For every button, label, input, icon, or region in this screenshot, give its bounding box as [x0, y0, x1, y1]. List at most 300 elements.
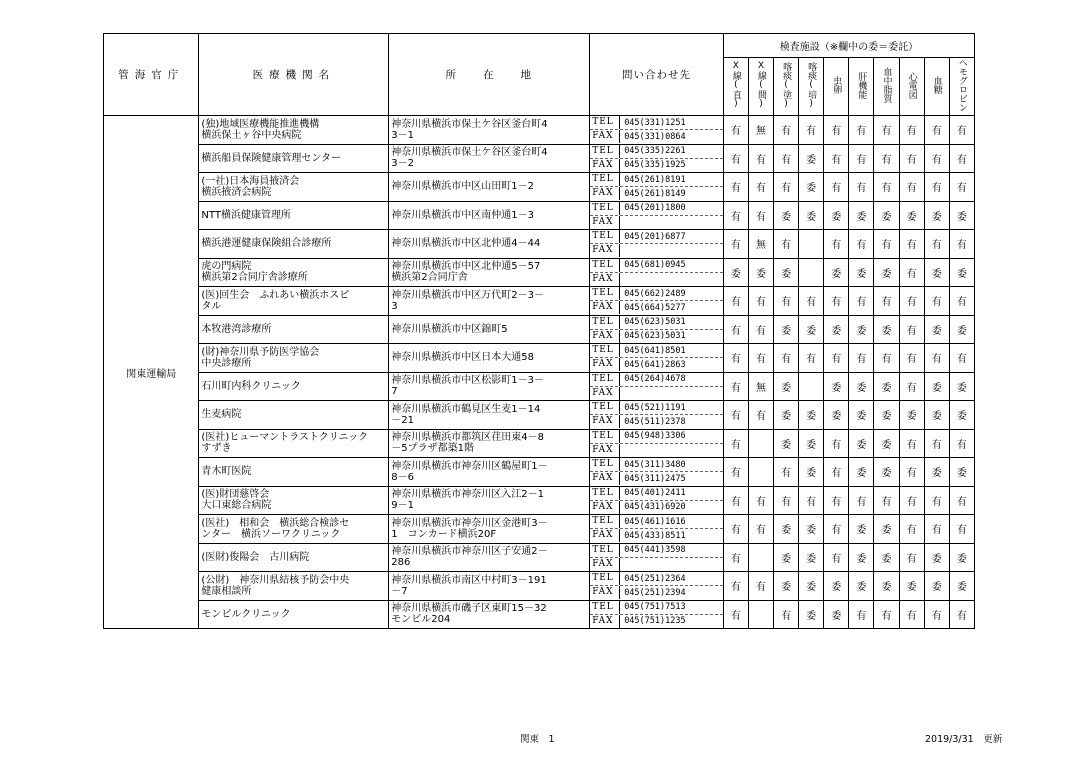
- facility-mark: 委: [899, 201, 924, 230]
- facility-mark: 有: [723, 600, 748, 629]
- tel-label: TEL: [590, 430, 620, 443]
- facility-mark: 委: [799, 429, 824, 458]
- header-facilities: 検査施設（※欄中の委＝委託）: [723, 34, 974, 58]
- facility-mark: 委: [849, 515, 874, 544]
- facility-mark: 有: [849, 486, 874, 515]
- tel-number: 045(948)3306: [624, 431, 686, 442]
- contact-cell: [590, 458, 724, 487]
- institution-name: (独)地域医療機能推進機構 横浜保土ヶ谷中央病院: [199, 116, 389, 145]
- facility-mark: 有: [748, 287, 773, 316]
- facility-mark: 有: [924, 515, 949, 544]
- facility-mark: 有: [874, 116, 899, 145]
- tel-number: 045(261)8191: [624, 174, 686, 185]
- facility-mark: 委: [949, 372, 974, 401]
- facility-mark: 有: [949, 429, 974, 458]
- facility-mark: 委: [799, 144, 824, 173]
- facility-mark: 有: [924, 486, 949, 515]
- facility-mark: 有: [899, 287, 924, 316]
- facility-mark: 委: [949, 401, 974, 430]
- facility-mark: 有: [723, 201, 748, 230]
- contact-cell: [590, 144, 724, 173]
- fax-label: FAX: [590, 159, 620, 172]
- institution-address: 神奈川県横浜市保土ケ谷区釜台町4 3－2: [389, 144, 590, 173]
- tel-label: TEL: [590, 458, 620, 471]
- institution-name: 石川町内科クリニック: [199, 372, 389, 401]
- contact-cell: [590, 543, 724, 572]
- institution-address: 神奈川県横浜市中区北仲通4－44: [389, 230, 590, 259]
- facility-mark: 有: [748, 315, 773, 344]
- header-office: 管海官庁: [104, 34, 199, 116]
- institution-address: 神奈川県横浜市都筑区荏田東4－8 －5プラザ都築1階: [389, 429, 590, 458]
- facility-mark: 有: [949, 344, 974, 373]
- facility-mark: 有: [723, 543, 748, 572]
- facility-mark: 有: [748, 173, 773, 202]
- header-column-label: 血中脂質: [881, 67, 892, 103]
- facility-mark: [799, 230, 824, 259]
- facility-table: [103, 33, 975, 629]
- facility-mark: 有: [899, 315, 924, 344]
- facility-mark: 委: [949, 201, 974, 230]
- facility-mark: 有: [723, 344, 748, 373]
- fax-label: FAX: [590, 472, 620, 485]
- institution-address: 神奈川県横浜市神奈川区鶴屋町1－ 8－6: [389, 458, 590, 487]
- facility-mark: 有: [899, 372, 924, 401]
- header-column-label: 心電図: [906, 71, 917, 99]
- header-contact: 問い合わせ先: [590, 34, 724, 116]
- facility-mark: 委: [824, 572, 849, 601]
- contact-cell: [590, 372, 724, 401]
- facility-mark: 有: [874, 486, 899, 515]
- facility-mark: 有: [949, 116, 974, 145]
- facility-mark: 委: [874, 401, 899, 430]
- facility-mark: [748, 458, 773, 487]
- facility-mark: 有: [748, 515, 773, 544]
- facility-mark: 委: [874, 429, 899, 458]
- facility-mark: 委: [799, 173, 824, 202]
- facility-mark: 委: [799, 515, 824, 544]
- tel-label: TEL: [590, 344, 620, 357]
- fax-label: FAX: [590, 187, 620, 200]
- institution-name: 横浜船員保険健康管理センター: [199, 144, 389, 173]
- facility-mark: 委: [748, 258, 773, 287]
- institution-name: (医)回生会 ふれあい横浜ホスピ タル: [199, 287, 389, 316]
- facility-mark: 委: [799, 600, 824, 629]
- institution-name: 青木町医院: [199, 458, 389, 487]
- facility-mark: 有: [899, 344, 924, 373]
- institution-address: 神奈川県横浜市鶴見区生麦1－14 －21: [389, 401, 590, 430]
- tel-label: TEL: [590, 544, 620, 557]
- facility-mark: 委: [824, 315, 849, 344]
- institution-address: 神奈川県横浜市中区松影町1－3－ 7: [389, 372, 590, 401]
- facility-mark: 有: [723, 287, 748, 316]
- facility-mark: 委: [849, 543, 874, 572]
- header-column: [899, 58, 924, 116]
- facility-mark: 有: [949, 144, 974, 173]
- fax-number: 045(335)1925: [624, 160, 686, 171]
- institution-name: (財)神奈川県予防医学協会 中央診療所: [199, 344, 389, 373]
- facility-mark: 有: [824, 543, 849, 572]
- facility-mark: 委: [849, 429, 874, 458]
- facility-mark: 有: [874, 230, 899, 259]
- fax-number: 045(331)0864: [624, 131, 686, 142]
- facility-mark: 委: [849, 572, 874, 601]
- facility-mark: 有: [874, 173, 899, 202]
- institution-address: 神奈川県横浜市中区北仲通5－57 横浜第2合同庁舎: [389, 258, 590, 287]
- facility-mark: 無: [748, 372, 773, 401]
- facility-mark: 委: [849, 201, 874, 230]
- facility-mark: 有: [849, 287, 874, 316]
- facility-mark: 有: [824, 116, 849, 145]
- facility-mark: 有: [799, 344, 824, 373]
- contact-cell: [590, 201, 724, 230]
- fax-label: FAX: [590, 216, 620, 229]
- fax-label: FAX: [590, 358, 620, 371]
- tel-number: 045(201)6877: [624, 231, 686, 242]
- facility-mark: 有: [949, 486, 974, 515]
- institution-name: モンビルクリニック: [199, 600, 389, 629]
- contact-cell: [590, 515, 724, 544]
- table-row: [104, 116, 975, 145]
- table-row: [104, 372, 975, 401]
- table-row: [104, 173, 975, 202]
- tel-number: 045(662)2489: [624, 288, 686, 299]
- facility-mark: 委: [874, 315, 899, 344]
- facility-mark: 委: [949, 543, 974, 572]
- facility-mark: 無: [748, 116, 773, 145]
- facility-mark: 有: [824, 344, 849, 373]
- facility-mark: 委: [949, 315, 974, 344]
- facility-mark: [748, 600, 773, 629]
- facility-mark: 有: [723, 230, 748, 259]
- facility-mark: 委: [874, 458, 899, 487]
- tel-number: 045(201)1800: [624, 203, 686, 214]
- tel-label: TEL: [590, 373, 620, 386]
- institution-name: 虎の門病院 横浜第2合同庁舎診療所: [199, 258, 389, 287]
- institution-address: 神奈川県横浜市神奈川区入江2－1 9－1: [389, 486, 590, 515]
- facility-mark: 有: [924, 173, 949, 202]
- facility-mark: 委: [924, 543, 949, 572]
- facility-mark: 有: [849, 144, 874, 173]
- institution-address: 神奈川県横浜市中区日本大通58: [389, 344, 590, 373]
- institution-name: (医財)俊陽会 古川病院: [199, 543, 389, 572]
- facility-mark: 有: [774, 458, 799, 487]
- tel-label: TEL: [590, 601, 620, 614]
- facility-mark: 有: [723, 372, 748, 401]
- facility-mark: 委: [799, 401, 824, 430]
- facility-mark: 有: [899, 173, 924, 202]
- tel-number: 045(641)8501: [624, 345, 686, 356]
- facility-mark: 有: [899, 600, 924, 629]
- facility-mark: 有: [774, 116, 799, 145]
- facility-mark: 委: [824, 401, 849, 430]
- tel-label: TEL: [590, 202, 620, 215]
- facility-mark: [748, 543, 773, 572]
- facility-mark: 委: [849, 458, 874, 487]
- contact-cell: [590, 230, 724, 259]
- fax-label: FAX: [590, 558, 620, 571]
- fax-label: FAX: [590, 444, 620, 457]
- header-column-label: 血糖: [931, 76, 942, 94]
- table-row: [104, 515, 975, 544]
- facility-mark: 委: [849, 401, 874, 430]
- facility-mark: 委: [774, 515, 799, 544]
- facility-mark: 有: [774, 287, 799, 316]
- tel-label: TEL: [590, 287, 620, 300]
- institution-address: 神奈川県横浜市中区錦町5: [389, 315, 590, 344]
- facility-mark: 有: [824, 173, 849, 202]
- facility-mark: 有: [849, 116, 874, 145]
- facility-mark: 有: [824, 287, 849, 316]
- facility-mark: 有: [949, 515, 974, 544]
- facility-mark: 委: [774, 201, 799, 230]
- tel-label: TEL: [590, 487, 620, 500]
- facility-mark: 委: [949, 458, 974, 487]
- tel-number: 045(461)1616: [624, 516, 686, 527]
- facility-mark: 有: [899, 258, 924, 287]
- table-row: [104, 315, 975, 344]
- facility-mark: 委: [824, 372, 849, 401]
- contact-cell: [590, 173, 724, 202]
- facility-mark: 委: [774, 543, 799, 572]
- facility-mark: 有: [723, 486, 748, 515]
- institution-name: NTT横浜健康管理所: [199, 201, 389, 230]
- header-address: 所 在 地: [389, 34, 590, 116]
- facility-mark: 有: [748, 201, 773, 230]
- tel-label: TEL: [590, 515, 620, 528]
- fax-number: 045(641)2863: [624, 359, 686, 370]
- office-name: 関東運輸局: [104, 116, 199, 629]
- facility-mark: 有: [924, 116, 949, 145]
- tel-label: TEL: [590, 316, 620, 329]
- facility-mark: 有: [824, 429, 849, 458]
- facility-mark: 有: [899, 144, 924, 173]
- facility-mark: 有: [924, 600, 949, 629]
- tel-number: 045(623)5031: [624, 317, 686, 328]
- facility-mark: 有: [899, 429, 924, 458]
- facility-mark: 委: [874, 572, 899, 601]
- fax-label: FAX: [590, 415, 620, 428]
- header-column-label: X線(間): [755, 61, 766, 109]
- facility-mark: 有: [899, 543, 924, 572]
- institution-name: 本牧港湾診療所: [199, 315, 389, 344]
- table-row: [104, 287, 975, 316]
- table-row: [104, 230, 975, 259]
- facility-mark: 委: [799, 315, 824, 344]
- contact-cell: [590, 486, 724, 515]
- facility-mark: 委: [774, 258, 799, 287]
- fax-number: 045(664)5277: [624, 302, 686, 313]
- contact-cell: [590, 572, 724, 601]
- header-column-label: 喀痰(塗): [781, 61, 792, 109]
- facility-mark: 有: [723, 572, 748, 601]
- fax-label: FAX: [590, 244, 620, 257]
- facility-mark: 委: [723, 258, 748, 287]
- institution-address: 神奈川県横浜市神奈川区子安通2－ 286: [389, 543, 590, 572]
- fax-label: FAX: [590, 301, 620, 314]
- header-column-label: 肝機能: [856, 71, 867, 99]
- facility-mark: 有: [949, 230, 974, 259]
- facility-mark: 有: [799, 287, 824, 316]
- tel-label: TEL: [590, 572, 620, 585]
- fax-label: FAX: [590, 586, 620, 599]
- facility-mark: 委: [874, 543, 899, 572]
- institution-name: 横浜港運健康保険組合診療所: [199, 230, 389, 259]
- fax-number: 045(751)1235: [624, 616, 686, 627]
- contact-cell: [590, 116, 724, 145]
- institution-address: 神奈川県横浜市磯子区東町15－32 モンビル204: [389, 600, 590, 629]
- facility-mark: 有: [748, 344, 773, 373]
- contact-cell: [590, 344, 724, 373]
- facility-mark: 委: [924, 201, 949, 230]
- facility-mark: 有: [723, 144, 748, 173]
- contact-cell: [590, 429, 724, 458]
- facility-mark: 委: [874, 515, 899, 544]
- table-row: [104, 258, 975, 287]
- fax-number: 045(433)8511: [624, 530, 686, 541]
- facility-mark: 委: [924, 258, 949, 287]
- tel-label: TEL: [590, 116, 620, 129]
- header-column: [748, 58, 773, 116]
- facility-mark: 有: [723, 458, 748, 487]
- facility-mark: 有: [924, 144, 949, 173]
- fax-label: FAX: [590, 501, 620, 514]
- fax-number: 045(251)2394: [624, 587, 686, 598]
- header-institution: 医療機関名: [199, 34, 389, 116]
- table-row: [104, 572, 975, 601]
- facility-mark: 有: [899, 515, 924, 544]
- facility-mark: 委: [949, 258, 974, 287]
- header-column: [774, 58, 799, 116]
- tel-number: 045(401)2411: [624, 488, 686, 499]
- facility-mark: 有: [849, 600, 874, 629]
- institution-address: 神奈川県横浜市保土ケ谷区釜台町4 3－1: [389, 116, 590, 145]
- facility-mark: 委: [874, 372, 899, 401]
- institution-address: 神奈川県横浜市中区山田町1－2: [389, 173, 590, 202]
- facility-mark: 委: [824, 258, 849, 287]
- facility-mark: 有: [924, 429, 949, 458]
- contact-cell: [590, 258, 724, 287]
- facility-mark: [799, 258, 824, 287]
- page-number: 関東 1: [520, 734, 555, 745]
- table-row: [104, 144, 975, 173]
- institution-name: (一社)日本海員掖済会 横浜掖済会病院: [199, 173, 389, 202]
- header-column-label: 喀痰(培): [806, 61, 817, 109]
- tel-number: 045(751)7513: [624, 602, 686, 613]
- table-row: [104, 600, 975, 629]
- facility-mark: 委: [774, 429, 799, 458]
- facility-mark: 有: [874, 144, 899, 173]
- tel-number: 045(331)1251: [624, 117, 686, 128]
- tel-label: TEL: [590, 145, 620, 158]
- facility-mark: 委: [924, 458, 949, 487]
- facility-mark: 委: [799, 543, 824, 572]
- facility-mark: 有: [774, 144, 799, 173]
- facility-mark: 有: [799, 116, 824, 145]
- header-column-label: X線(直): [730, 61, 741, 109]
- facility-mark: 有: [849, 344, 874, 373]
- tel-label: TEL: [590, 259, 620, 272]
- facility-mark: 委: [774, 572, 799, 601]
- facility-mark: 委: [824, 201, 849, 230]
- facility-mark: 有: [824, 515, 849, 544]
- institution-name: 生麦病院: [199, 401, 389, 430]
- tel-number: 045(441)3598: [624, 545, 686, 556]
- facility-mark: 委: [824, 600, 849, 629]
- fax-number: 045(623)5031: [624, 331, 686, 342]
- contact-cell: [590, 315, 724, 344]
- fax-number: 045(431)6920: [624, 502, 686, 513]
- header-column-label: 虫卵: [831, 76, 842, 94]
- facility-mark: 有: [924, 230, 949, 259]
- facility-mark: 有: [824, 144, 849, 173]
- facility-mark: 委: [849, 372, 874, 401]
- facility-mark: 有: [874, 287, 899, 316]
- facility-mark: 委: [924, 572, 949, 601]
- fax-number: 045(511)2378: [624, 416, 686, 427]
- facility-mark: 有: [949, 173, 974, 202]
- facility-mark: 委: [774, 315, 799, 344]
- facility-mark: 有: [748, 572, 773, 601]
- fax-label: FAX: [590, 130, 620, 143]
- tel-label: TEL: [590, 230, 620, 243]
- facility-mark: 有: [924, 287, 949, 316]
- fax-number: 045(261)8149: [624, 188, 686, 199]
- tel-number: 045(264)4678: [624, 374, 686, 385]
- facility-mark: 委: [874, 258, 899, 287]
- facility-mark: 無: [748, 230, 773, 259]
- facility-mark: 有: [723, 401, 748, 430]
- header-column: [949, 58, 974, 116]
- tel-label: TEL: [590, 401, 620, 414]
- institution-address: 神奈川県横浜市神奈川区金港町3－ 1 コンカード横浜20F: [389, 515, 590, 544]
- facility-mark: 有: [899, 230, 924, 259]
- tel-number: 045(681)0945: [624, 260, 686, 271]
- facility-mark: 委: [949, 572, 974, 601]
- facility-mark: 委: [774, 401, 799, 430]
- header-column: [824, 58, 849, 116]
- facility-mark: 有: [774, 173, 799, 202]
- facility-mark: 有: [849, 230, 874, 259]
- header-column: [849, 58, 874, 116]
- facility-mark: 委: [899, 401, 924, 430]
- facility-mark: 有: [723, 315, 748, 344]
- institution-name: (医社)ヒューマントラストクリニック すずき: [199, 429, 389, 458]
- facility-mark: 委: [799, 458, 824, 487]
- facility-mark: 有: [899, 458, 924, 487]
- facility-mark: 委: [874, 201, 899, 230]
- facility-mark: [748, 429, 773, 458]
- facility-mark: 有: [748, 401, 773, 430]
- header-column: [874, 58, 899, 116]
- tel-number: 045(335)2261: [624, 146, 686, 157]
- institution-address: 神奈川県横浜市中区万代町2－3－ 3: [389, 287, 590, 316]
- facility-mark: 有: [774, 486, 799, 515]
- institution-address: 神奈川県横浜市中区南仲通1－3: [389, 201, 590, 230]
- tel-number: 045(311)3480: [624, 459, 686, 470]
- institution-name: (医社) 相和会 横浜総合検診セ ンター 横浜ソーワクリニック: [199, 515, 389, 544]
- facility-mark: 有: [949, 287, 974, 316]
- facility-mark: 委: [849, 258, 874, 287]
- facility-mark: 有: [824, 230, 849, 259]
- institution-name: (公財) 神奈川県結核予防会中央 健康相談所: [199, 572, 389, 601]
- facility-mark: 委: [924, 315, 949, 344]
- contact-cell: [590, 600, 724, 629]
- facility-mark: 委: [799, 572, 824, 601]
- facility-mark: 有: [774, 344, 799, 373]
- table-row: [104, 429, 975, 458]
- facility-mark: 有: [874, 344, 899, 373]
- header-column: [723, 58, 748, 116]
